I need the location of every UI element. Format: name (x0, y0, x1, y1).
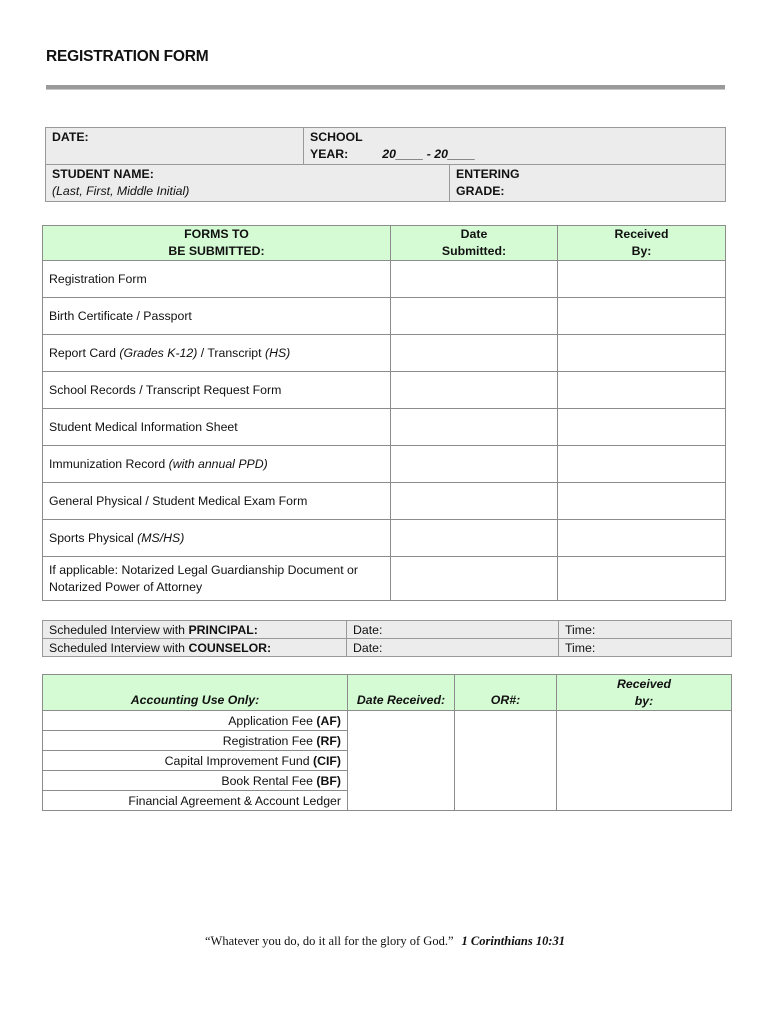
date-submitted-cell[interactable] (391, 446, 558, 483)
date-submitted-cell[interactable] (391, 298, 558, 335)
accounting-header-row (43, 675, 732, 711)
table-row (43, 372, 726, 409)
counselor-interview-date[interactable]: Date: (347, 639, 559, 657)
page-title: REGISTRATION FORM (46, 48, 209, 65)
accounting-received-by-cell[interactable] (557, 711, 732, 811)
quote-text: “Whatever you do, do it all for the glory of God.” (204, 934, 454, 948)
received-by-cell[interactable] (558, 483, 726, 520)
received-by-cell[interactable] (558, 557, 726, 601)
table-row (43, 261, 726, 298)
form-name: Student Medical Information Sheet (43, 409, 391, 446)
received-by-cell[interactable] (558, 261, 726, 298)
entering-grade-label-1: ENTERING (456, 167, 520, 181)
fee-name: Book Rental Fee (BF) (43, 771, 348, 791)
student-name-field[interactable] (46, 165, 450, 202)
title-divider (46, 85, 725, 90)
accounting-header-col3: OR#: (455, 675, 557, 711)
footer-quote (0, 934, 770, 949)
table-row (43, 557, 726, 601)
table-row (43, 298, 726, 335)
form-name: School Records / Transcript Request Form (43, 372, 391, 409)
interview-table (42, 620, 732, 657)
date-field[interactable] (46, 128, 304, 165)
date-received-cell[interactable] (348, 711, 455, 811)
accounting-header-col2: Date Received: (348, 675, 455, 711)
student-name-hint: (Last, First, Middle Initial) (52, 184, 190, 198)
table-row (43, 483, 726, 520)
entering-grade-label-2: GRADE: (456, 184, 505, 198)
student-info-table (45, 127, 726, 202)
date-submitted-cell[interactable] (391, 409, 558, 446)
form-name: Immunization Record (with annual PPD) (43, 446, 391, 483)
date-submitted-cell[interactable] (391, 372, 558, 409)
table-row (43, 711, 732, 731)
fee-name: Registration Fee (RF) (43, 731, 348, 751)
principal-interview-row (43, 621, 732, 639)
forms-header-col2: Date Submitted: (391, 226, 558, 261)
counselor-interview-time[interactable]: Time: (559, 639, 732, 657)
date-label: DATE: (52, 130, 89, 144)
counselor-interview-row (43, 639, 732, 657)
fee-name: Capital Improvement Fund (CIF) (43, 751, 348, 771)
accounting-table (42, 674, 732, 811)
form-name: Birth Certificate / Passport (43, 298, 391, 335)
forms-header-row (43, 226, 726, 261)
date-submitted-cell[interactable] (391, 335, 558, 372)
table-row (43, 335, 726, 372)
principal-interview-date[interactable]: Date: (347, 621, 559, 639)
table-row (43, 409, 726, 446)
forms-header-col3: Received By: (558, 226, 726, 261)
entering-grade-field[interactable] (450, 165, 726, 202)
school-year-field[interactable] (304, 128, 726, 165)
received-by-cell[interactable] (558, 372, 726, 409)
received-by-cell[interactable] (558, 446, 726, 483)
date-submitted-cell[interactable] (391, 557, 558, 601)
table-row (43, 446, 726, 483)
date-submitted-cell[interactable] (391, 261, 558, 298)
table-row (43, 520, 726, 557)
quote-reference: 1 Corinthians 10:31 (461, 934, 566, 948)
principal-interview-time[interactable]: Time: (559, 621, 732, 639)
date-submitted-cell[interactable] (391, 483, 558, 520)
accounting-header-col4: Received by: (557, 675, 732, 711)
form-name: Sports Physical (MS/HS) (43, 520, 391, 557)
counselor-interview-label: Scheduled Interview with COUNSELOR: (43, 639, 347, 657)
received-by-cell[interactable] (558, 520, 726, 557)
school-year-value: 20____ - 20____ (382, 147, 476, 161)
received-by-cell[interactable] (558, 298, 726, 335)
received-by-cell[interactable] (558, 409, 726, 446)
school-year-label-1: SCHOOL (310, 130, 363, 144)
accounting-header-col1: Accounting Use Only: (43, 675, 348, 711)
form-name: Report Card (Grades K-12) / Transcript (HS) (43, 335, 391, 372)
form-name: If applicable: Notarized Legal Guardianship Document or Notarized Power of Attorney (43, 557, 391, 601)
student-name-label: STUDENT NAME: (52, 167, 154, 181)
received-by-cell[interactable] (558, 335, 726, 372)
date-submitted-cell[interactable] (391, 520, 558, 557)
fee-name: Application Fee (AF) (43, 711, 348, 731)
forms-table (42, 225, 726, 601)
or-number-cell[interactable] (455, 711, 557, 811)
principal-interview-label: Scheduled Interview with PRINCIPAL: (43, 621, 347, 639)
form-name: Registration Form (43, 261, 391, 298)
fee-name: Financial Agreement & Account Ledger (43, 791, 348, 811)
school-year-label-2: YEAR: (310, 147, 349, 161)
forms-header-col1: FORMS TO BE SUBMITTED: (43, 226, 391, 261)
form-name: General Physical / Student Medical Exam Form (43, 483, 391, 520)
